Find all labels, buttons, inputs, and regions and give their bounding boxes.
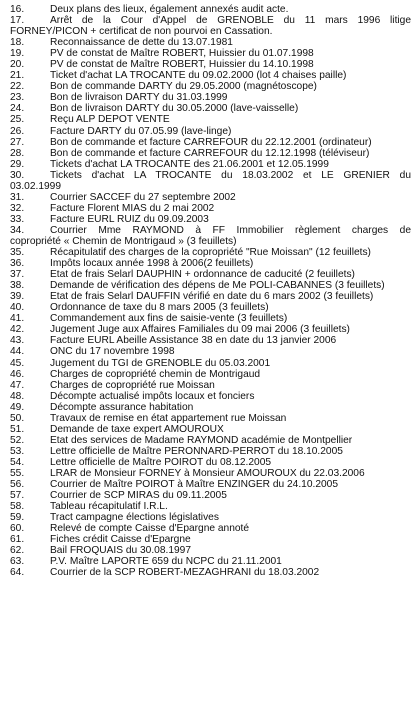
list-item [0,70,419,81]
item-text: Courrier SACCEF du 27 septembre 2002 [50,191,236,203]
item-number: 63. [10,556,25,568]
item-number: 29. [10,158,25,170]
item-text: Jugement du TGI de GRENOBLE du 05.03.2001 [50,357,271,369]
item-number: 54. [10,456,25,468]
item-text: Courrier de SCP MIRAS du 09.11.2005 [50,490,227,502]
list-item [0,81,419,92]
list-item [0,280,419,291]
list-item [0,269,419,280]
item-number: 58. [10,501,25,513]
list-item [0,291,419,302]
item-text: Relevé de compte Caisse d'Epargne annoté [50,523,250,535]
item-number: 20. [10,59,25,71]
item-text: Bon de commande et facture CARREFOUR du 12.12.1998 (téléviseur) [50,147,370,159]
item-number: 22. [10,81,25,93]
item-number: 53. [10,445,25,457]
list-item [0,126,419,137]
item-number: 45. [10,357,25,369]
list-item [0,247,419,258]
list-item [0,501,419,512]
list-item [0,258,419,269]
item-number: 24. [10,103,25,115]
item-text: Tickets d'achat LA TROCANTE des 21.06.2001 et 12.05.1999 [50,158,329,170]
item-text: Jugement Juge aux Affaires Familiales du 09 mai 2006 (3 feuillets) [50,324,350,336]
list-item [0,358,419,369]
item-text-continuation: FORNEY/PICON + certificat de non pourvoi en Cassation. [10,26,273,38]
item-text: P.V. Maître LAPORTE 659 du NCPC du 21.11.2001 [50,556,282,568]
item-text: Bon de livraison DARTY du 30.05.2000 (lave-vaisselle) [50,103,299,115]
item-text: Facture EURL Abeille Assistance 38 en date du 13 janvier 2006 [50,335,337,347]
list-item [0,15,419,26]
list-item [0,380,419,391]
item-number: 43. [10,335,25,347]
list-item [0,435,419,446]
list-item [0,424,419,435]
item-number: 56. [10,479,25,491]
item-text: Récapitulatif des charges de la copropriété "Rue Moissan" (12 feuillets) [50,247,371,259]
item-number: 18. [10,37,25,49]
item-number: 32. [10,202,25,214]
item-number: 31. [10,191,25,203]
item-number: 16. [10,4,25,15]
item-number: 49. [10,401,25,413]
item-text: Lettre officielle de Maître POIROT du 08.12.2005 [50,456,272,468]
list-item [0,490,419,501]
list-item [0,402,419,413]
list-item [0,59,419,70]
list-item [0,192,419,203]
item-number: 52. [10,434,25,446]
list-item [0,302,419,313]
item-number: 26. [10,125,25,137]
list-item [0,313,419,324]
list-item [0,457,419,468]
item-number: 34. [10,224,25,236]
list-item [0,170,419,181]
list-item [0,567,419,578]
list-item [0,225,419,236]
list-item [0,512,419,523]
item-number: 64. [10,567,25,579]
list-item [0,214,419,225]
item-number: 17. [10,15,25,27]
item-number: 51. [10,423,25,435]
item-number: 50. [10,412,25,424]
item-text: Courrier Mme RAYMOND à FF Immobilier règlement charges de [50,224,411,236]
list-item [0,545,419,556]
item-text: Tickets d'achat LA TROCANTE du 18.03.2002 et LE GRENIER du [50,169,411,181]
list-item [0,37,419,48]
item-number: 27. [10,136,25,148]
item-number: 60. [10,523,25,535]
item-number: 36. [10,258,25,270]
list-item [0,413,419,424]
item-text: Bon de commande DARTY du 29.05.2000 (magnétoscope) [50,81,317,93]
item-text-continuation: copropriété « Chemin de Montrigaud » (3 feuillets) [10,235,237,247]
item-text: Commandement aux fins de saisie-vente (3 feuillets) [50,313,288,325]
item-number: 39. [10,291,25,303]
item-text: Reconnaissance de dette du 13.07.1981 [50,37,233,49]
list-item [0,203,419,214]
item-number: 40. [10,302,25,314]
item-text: Bon de commande et facture CARREFOUR du 22.12.2001 (ordinateur) [50,136,372,148]
item-number: 46. [10,368,25,380]
item-number: 59. [10,512,25,524]
item-text: PV de constat de Maître ROBERT, Huissier du 14.10.1998 [50,59,314,71]
item-text: Facture Florent MIAS du 2 mai 2002 [50,202,215,214]
item-number: 25. [10,114,25,126]
list-item [0,92,419,103]
item-number: 55. [10,467,25,479]
item-number: 21. [10,70,25,82]
item-number: 44. [10,346,25,358]
list-item [0,556,419,567]
list-item [0,159,419,170]
item-text: Ticket d'achat LA TROCANTE du 09.02.2000 (lot 4 chaises paille) [50,70,347,82]
item-text: Décompte actualisé impôts locaux et fonciers [50,390,255,402]
list-item [0,468,419,479]
list-item [0,335,419,346]
item-text: Impôts locaux année 1998 à 2006(2 feuillets) [50,258,254,270]
item-number: 28. [10,147,25,159]
item-number: 30. [10,169,25,181]
item-text: Charges de copropriété chemin de Montrigaud [50,368,261,380]
list-item [0,103,419,114]
list-item [0,324,419,335]
list-item [0,369,419,380]
item-text: Facture EURL RUIZ du 09.09.2003 [50,213,209,225]
item-number: 19. [10,48,25,60]
item-text: Tract campagne élections législatives [50,512,219,524]
item-number: 41. [10,313,25,325]
item-text: Ordonnance de taxe du 8 mars 2005 (3 feuillets) [50,302,269,314]
item-text-continuation: 03.02.1999 [10,180,61,192]
list-item [0,148,419,159]
item-text: Fiches crédit Caisse d'Epargne [50,534,191,546]
list-item [0,446,419,457]
item-text: Demande de vérification des dépens de Me POLI-CABANNES (3 feuillets) [50,280,385,292]
list-item [0,391,419,402]
list-item [0,479,419,490]
item-text: Demande de taxe expert AMOUROUX [50,423,224,435]
item-text: Bon de livraison DARTY du 31.03.1999 [50,92,228,104]
item-number: 35. [10,247,25,259]
list-item [0,114,419,125]
item-text: PV de constat de Maître ROBERT, Huissier du 01.07.1998 [50,48,314,60]
item-text: Courrier de la SCP ROBERT-MEZAGHRANI du 18.03.2002 [50,567,320,579]
item-number: 38. [10,280,25,292]
item-number: 23. [10,92,25,104]
list-item [0,346,419,357]
item-text: Etat de frais Selarl DAUFFIN vérifié en date du 6 mars 2002 (3 feuillets) [50,291,374,303]
item-text: Charges de copropriété rue Moissan [50,379,215,391]
list-item [0,4,419,15]
item-number: 47. [10,379,25,391]
item-number: 33. [10,213,25,225]
item-text: Courrier de Maître POIROT à Maître ENZINGER du 24.10.2005 [50,479,339,491]
item-text: Travaux de remise en état appartement rue Moissan [50,412,287,424]
item-text: Arrêt de la Cour d'Appel de GRENOBLE du 11 mars 1996 litige [50,15,411,27]
item-text: Décompte assurance habitation [50,401,194,413]
item-number: 62. [10,545,25,557]
item-number: 37. [10,269,25,281]
item-text: Bail FROQUAIS du 30.08.1997 [50,545,192,557]
item-text: LRAR de Monsieur FORNEY à Monsieur AMOUROUX du 22.03.2006 [50,467,365,479]
item-text: Tableau récapitulatif I.R.L. [50,501,168,513]
item-text: Etat de frais Selarl DAUPHIN + ordonnance de caducité (2 feuillets) [50,269,355,281]
item-text: Facture DARTY du 07.05.99 (lave-linge) [50,125,232,137]
list-item [0,534,419,545]
item-number: 57. [10,490,25,502]
list-item [0,523,419,534]
item-text: Reçu ALP DEPOT VENTE [50,114,170,126]
list-item [0,137,419,148]
item-text: Etat des services de Madame RAYMOND académie de Montpellier [50,434,353,446]
item-number: 48. [10,390,25,402]
item-number: 61. [10,534,25,546]
list-item [0,48,419,59]
item-text: ONC du 17 novembre 1998 [50,346,175,358]
item-text: Deux plans des lieux, également annexés audit acte. [50,4,289,15]
item-number: 42. [10,324,25,336]
item-text: Lettre officielle de Maître PERONNARD-PERROT du 18.10.2005 [50,445,343,457]
